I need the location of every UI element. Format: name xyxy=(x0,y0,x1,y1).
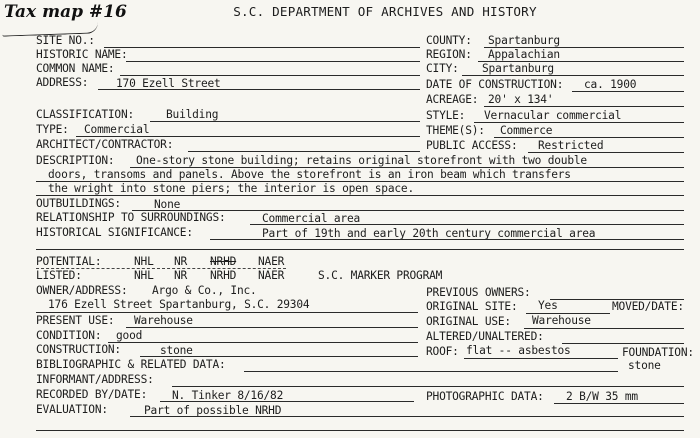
themes-value: Commerce xyxy=(500,124,553,137)
evaluation-value: Part of possible NRHD xyxy=(144,404,282,417)
original-use-line xyxy=(524,328,684,329)
condition-line xyxy=(108,342,418,343)
potential-nhl: NHL xyxy=(134,255,154,268)
description-line-2: doors, transoms and panels. Above the storefront is an iron beam which transfers xyxy=(48,168,571,181)
site-no-label: SITE NO.: xyxy=(36,34,95,47)
historic-name-line xyxy=(126,61,420,62)
foundation-label: FOUNDATION: xyxy=(622,346,694,359)
date-construction-value: ca. 1900 xyxy=(584,78,637,91)
date-construction-line xyxy=(572,91,684,92)
owner-address: 176 Ezell Street Spartanburg, S.C. 29304 xyxy=(48,298,310,311)
common-name-label: COMMON NAME: xyxy=(36,62,115,75)
present-use-value: Warehouse xyxy=(134,314,193,327)
recorded-label: RECORDED BY/DATE: xyxy=(36,388,148,401)
style-value: Vernacular commercial xyxy=(484,109,622,122)
construction-line xyxy=(140,356,418,357)
region-label: REGION: xyxy=(426,48,472,61)
construction-value: stone xyxy=(160,344,193,357)
common-name-line xyxy=(120,75,420,76)
original-use-label: ORIGINAL USE: xyxy=(426,315,511,328)
public-access-value: Restricted xyxy=(538,139,604,152)
address-label: ADDRESS: xyxy=(36,76,89,89)
acreage-value: 20' x 134' xyxy=(488,93,554,106)
type-label: TYPE: xyxy=(36,123,69,136)
description-label: DESCRIPTION: xyxy=(36,154,115,167)
original-use-value: Warehouse xyxy=(532,314,591,327)
present-use-label: PRESENT USE: xyxy=(36,314,115,327)
photographic-label: PHOTOGRAPHIC DATA: xyxy=(426,390,544,403)
listed-label: LISTED: xyxy=(36,269,82,282)
architect-line xyxy=(188,151,420,152)
region-value: Appalachian xyxy=(488,48,560,61)
informant-line xyxy=(172,386,684,387)
roof-label: ROOF: xyxy=(426,345,459,358)
themes-label: THEME(S): xyxy=(426,124,485,137)
handwritten-tax-map-note: Tax map #16 xyxy=(4,2,127,22)
photographic-value: 2 B/W 35 mm xyxy=(566,390,638,403)
themes-line xyxy=(494,137,684,138)
bibliographic-line xyxy=(244,371,618,372)
classification-label: CLASSIFICATION: xyxy=(36,108,135,121)
potential-label: POTENTIAL: xyxy=(36,255,102,268)
evaluation-label: EVALUATION: xyxy=(36,403,108,416)
acreage-line xyxy=(484,106,684,107)
bibliographic-label: BIBLIOGRAPHIC & RELATED DATA: xyxy=(36,358,226,371)
historic-name-label: HISTORIC NAME: xyxy=(36,48,128,61)
type-line xyxy=(76,136,420,137)
public-access-line xyxy=(528,152,684,153)
county-value: Spartanburg xyxy=(488,34,560,47)
altered-label: ALTERED/UNALTERED: xyxy=(426,330,544,343)
blank-rule xyxy=(36,249,684,250)
significance-line xyxy=(210,239,684,240)
listed-nr: NR xyxy=(174,269,188,282)
evaluation-line xyxy=(130,416,684,417)
recorded-line xyxy=(160,401,414,402)
potential-naer: NAER xyxy=(258,255,285,268)
relationship-line xyxy=(250,224,684,225)
public-access-label: PUBLIC ACCESS: xyxy=(426,139,518,152)
listed-naer: NAER xyxy=(258,269,285,282)
city-label: CITY: xyxy=(426,62,459,75)
potential-nrhd: NRHD xyxy=(210,255,237,268)
site-no-line xyxy=(104,47,420,48)
description-line-1: One-story stone building; retains original storefront with two double xyxy=(136,154,587,167)
style-line xyxy=(474,122,684,123)
moved-date-label: MOVED/DATE: xyxy=(612,300,684,313)
county-label: COUNTY: xyxy=(426,34,472,47)
city-line xyxy=(462,75,684,76)
outbuildings-value: None xyxy=(154,198,181,211)
condition-label: CONDITION: xyxy=(36,329,102,342)
original-site-value: Yes xyxy=(538,299,558,312)
date-construction-label: DATE OF CONSTRUCTION: xyxy=(426,78,564,91)
page-title: S.C. DEPARTMENT OF ARCHIVES AND HISTORY xyxy=(233,4,537,19)
acreage-label: ACREAGE: xyxy=(426,93,479,106)
classification-value: Building xyxy=(166,108,219,121)
present-use-line xyxy=(126,327,418,328)
construction-label: CONSTRUCTION: xyxy=(36,343,121,356)
roof-line xyxy=(464,358,618,359)
owner-address-line xyxy=(36,312,418,313)
previous-owners-label: PREVIOUS OWNERS: xyxy=(426,286,531,299)
city-value: Spartanburg xyxy=(482,62,554,75)
owner-value: Argo & Co., Inc. xyxy=(152,284,257,297)
relationship-label: RELATIONSHIP TO SURROUNDINGS: xyxy=(36,211,226,224)
recorded-value: N. Tinker 8/16/82 xyxy=(172,389,284,402)
significance-value: Part of 19th and early 20th century commercial area xyxy=(262,227,596,240)
description-line-3: the wright into stone piers; the interior is open space. xyxy=(48,182,414,195)
classification-line xyxy=(150,121,420,122)
type-value: Commercial xyxy=(84,123,150,136)
address-line xyxy=(98,89,420,90)
marker-program: S.C. MARKER PROGRAM xyxy=(318,269,443,282)
architect-label: ARCHITECT/CONTRACTOR: xyxy=(36,138,174,151)
listed-nhl: NHL xyxy=(134,269,154,282)
photographic-line xyxy=(554,403,684,404)
roof-value: flat -- asbestos xyxy=(466,344,571,357)
informant-label: INFORMANT/ADDRESS: xyxy=(36,373,154,386)
original-site-label: ORIGINAL SITE: xyxy=(426,300,518,313)
altered-line xyxy=(562,343,684,344)
listed-nrhd: NRHD xyxy=(210,269,237,282)
address-value: 170 Ezell Street xyxy=(116,77,221,90)
condition-value: good xyxy=(116,329,143,342)
potential-nr: NR xyxy=(174,255,188,268)
outbuildings-label: OUTBUILDINGS: xyxy=(36,197,121,210)
significance-label: HISTORICAL SIGNIFICANCE: xyxy=(36,226,193,239)
style-label: STYLE: xyxy=(426,109,466,122)
description-rule-3 xyxy=(36,195,684,196)
owner-label: OWNER/ADDRESS: xyxy=(36,284,128,297)
bottom-rule xyxy=(36,430,684,431)
relationship-value: Commercial area xyxy=(262,212,361,225)
foundation-value: stone xyxy=(628,359,661,372)
